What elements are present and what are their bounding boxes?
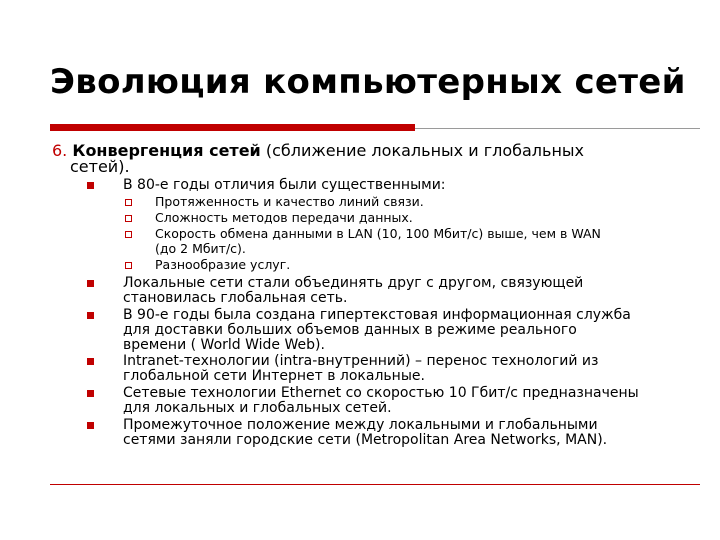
bullet-square-icon — [87, 182, 94, 189]
subitem-1-line-1: Протяженность и качество линий связи. — [155, 194, 424, 209]
item-6-line-2: сетей). — [70, 157, 130, 176]
bullet-4-line-2: глобальной сети Интернет в локальные. — [123, 368, 425, 384]
hollow-square-icon — [125, 262, 132, 269]
bullet-5-line-2: для локальных и глобальных сетей. — [123, 400, 392, 416]
bullet-5-line-1: Сетевые технологии Ethernet со скоростью 10 Гбит/с предназначены — [123, 385, 639, 401]
item-heading: Конвергенция сетей — [72, 141, 261, 160]
bullet-2-line-2: становилась глобальная сеть. — [123, 290, 348, 306]
bullet-6-line-1: Промежуточное положение между локальными и глобальными — [123, 417, 598, 433]
bullet-6-line-2: сетями заняли городские сети (Metropolitan Area Networks, MAN). — [123, 432, 608, 448]
hollow-square-icon — [125, 231, 132, 238]
item-number: 6. — [52, 141, 68, 160]
slide-title: Эволюция компьютерных сетей — [50, 62, 686, 102]
hollow-square-icon — [125, 199, 132, 206]
bullet-square-icon — [87, 422, 94, 429]
bullet-square-icon — [87, 312, 94, 319]
bullet-2-line-1: Локальные сети стали объединять друг с другом, связующей — [123, 275, 584, 291]
bullet-square-icon — [87, 358, 94, 365]
subitem-2-line-1: Сложность методов передачи данных. — [155, 210, 413, 225]
bullet-3-line-2: для доставки больших объемов данных в режиме реального — [123, 322, 577, 338]
bullet-square-icon — [87, 390, 94, 397]
bullet-square-icon — [87, 280, 94, 287]
bullet-4-line-1: Intranet-технологии (intra-внутренний) – перенос технологий из — [123, 353, 599, 369]
item-heading-rest: (сближение локальных и глобальных — [260, 141, 585, 160]
bullet-3-line-1: В 90-е годы была создана гипертекстовая информационная служба — [123, 307, 631, 323]
bullet-3-line-3: времени ( World Wide Web). — [123, 337, 325, 353]
item-6-line-1 — [52, 142, 584, 159]
title-underline-red — [50, 124, 415, 131]
bullet-1-line-1: В 80-е годы отличия были существенными: — [123, 177, 446, 193]
subitem-4-line-1: Разнообразие услуг. — [155, 257, 291, 272]
subitem-3-line-1: Скорость обмена данными в LAN (10, 100 Мбит/с) выше, чем в WAN — [155, 226, 601, 241]
bottom-divider — [50, 484, 700, 485]
subitem-3-line-2: (до 2 Мбит/с). — [155, 241, 246, 256]
hollow-square-icon — [125, 215, 132, 222]
